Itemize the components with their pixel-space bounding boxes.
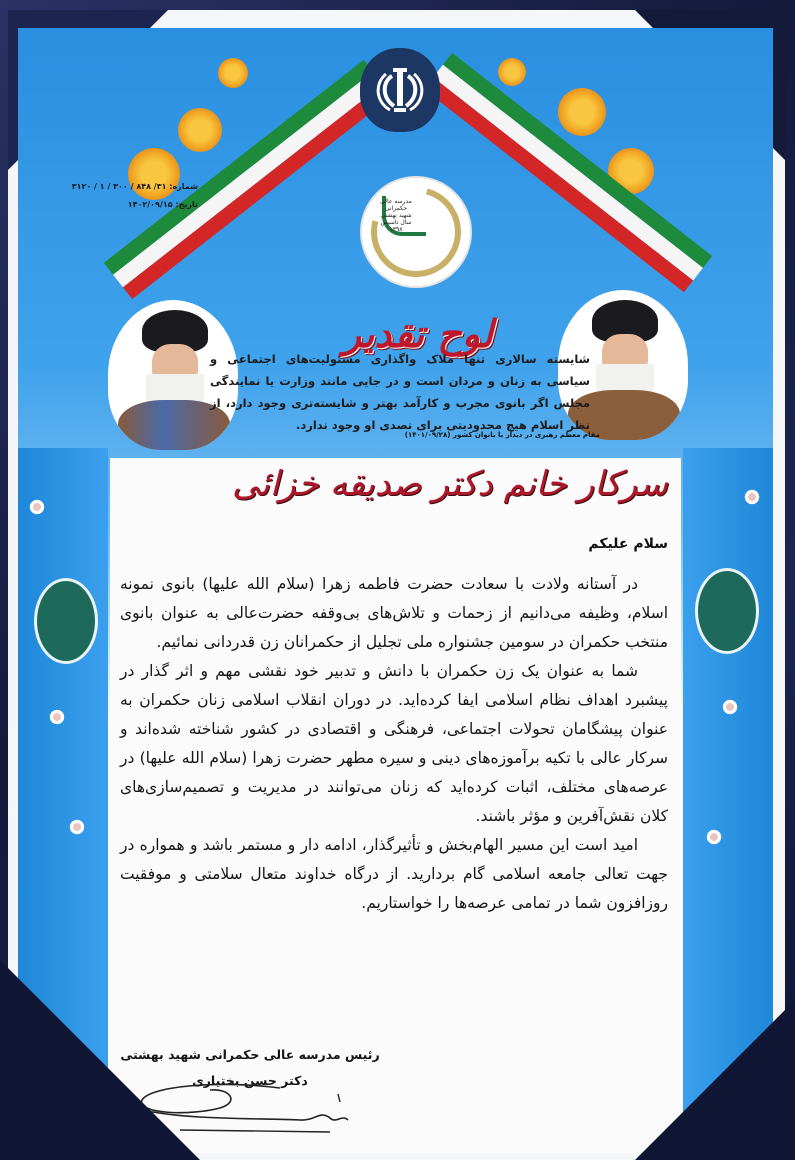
frame-corner-bottom-left [0, 960, 200, 1160]
logo-caption: مدرسه عالی حکمرانی شهید بهشتی سال تاسیس ۱۳۹۸ [380, 198, 412, 233]
flower-icon [178, 108, 222, 152]
body-paragraph: امید است این مسیر الهام‌بخش و تأثیرگذار، ادامه دار و مستمر باشد و همواره در جهت تعالی جامعه اسلامی گام بردارید. از درگاه خداوند متعال سلامتی و موفقیت روزافزون شما در تمامی عرصه‌ها را خواستاریم. [120, 836, 668, 912]
flower-icon [558, 88, 606, 136]
iran-emblem-icon [360, 48, 440, 132]
rosette-icon [743, 488, 761, 506]
certificate-title: لوح تقدیر [342, 311, 494, 356]
school-logo [360, 176, 472, 288]
ornament-medallion-icon [695, 568, 759, 654]
reference-date: تاریخ: ۱۴۰۲/۰۹/۱۵ [127, 200, 198, 209]
iran-flag-ribbon-right [424, 53, 712, 292]
flower-icon [498, 58, 526, 86]
reference-block [38, 178, 198, 214]
rosette-icon [705, 828, 723, 846]
greeting: سلام علیکم [588, 536, 668, 552]
leader-quote: شایسته سالاری تنها ملاک واگذاری مسئولیت‌های اجتماعی و سیاسی به زنان و مردان است و در جایی مانند وزارت یا نمایندگی مجلس اگر بانوی مجرب و کارآمد بهتر و شایسته‌تری وجود دارد، از نظر اسلام هیچ محدودیتی برای تصدی او وجود ندارد. [210, 352, 590, 432]
body-paragraph: در آستانه ولادت با سعادت حضرت فاطمه زهرا (سلام الله علیها) بانوی نمونه اسلام، وظیفه می‌دانیم از زحمات و تلاش‌های بی‌وقفه حضرت‌عالی به عنوان بانوی منتخب حکمران در سومین جشنواره ملی تجلیل از حکمرانان زن قدردانی نمائیم. [120, 575, 668, 651]
flower-icon [218, 58, 248, 88]
recipient-name: سرکار خانم دکتر صدیقه خزائی [232, 464, 668, 504]
rosette-icon [48, 708, 66, 726]
rosette-icon [721, 698, 739, 716]
certificate-body [120, 570, 668, 918]
body-paragraph: شما به عنوان یک زن حکمران با دانش و تدبیر خود نقشی مهم و اثر گذار در پیشبرد اهداف نظام اسلامی ایفا کرده‌اید. در دوران انقلاب اسلامی زنان حکمران به عنوان پیشگامان تحولات اجتماعی، فرهنگی و اقتصادی در کشور شناخته شده‌اند و سرکار عالی با تکیه برآموزه‌های دینی و سیره مطهر حضرت زهرا (سلام الله علیها) در عرصه‌های مختلف، اثبات کرده‌اید که زنان می‌توانند در مدیریت و تصمیم‌سازی‌های کلان نقش‌آفرین و مؤثر باشند. [120, 662, 668, 825]
quote-source: مقام معظم رهبری در دیدار با بانوان کشور (۱۴۰۱/۰۹/۲۸) [404, 431, 600, 439]
signer-position: رئیس مدرسه عالی حکمرانی شهید بهشتی [120, 1047, 380, 1062]
frame-corner-bottom-right [635, 1000, 795, 1160]
rosette-icon [28, 498, 46, 516]
ornament-medallion-icon [34, 578, 98, 664]
signer-name: دکتر حسن بختیاری [192, 1073, 308, 1088]
rosette-icon [68, 818, 86, 836]
reference-number: شماره: ۳۱/ ۸۴۸ / ۳۰۰ / ۱ / ۳۱۲۰ [71, 182, 198, 191]
